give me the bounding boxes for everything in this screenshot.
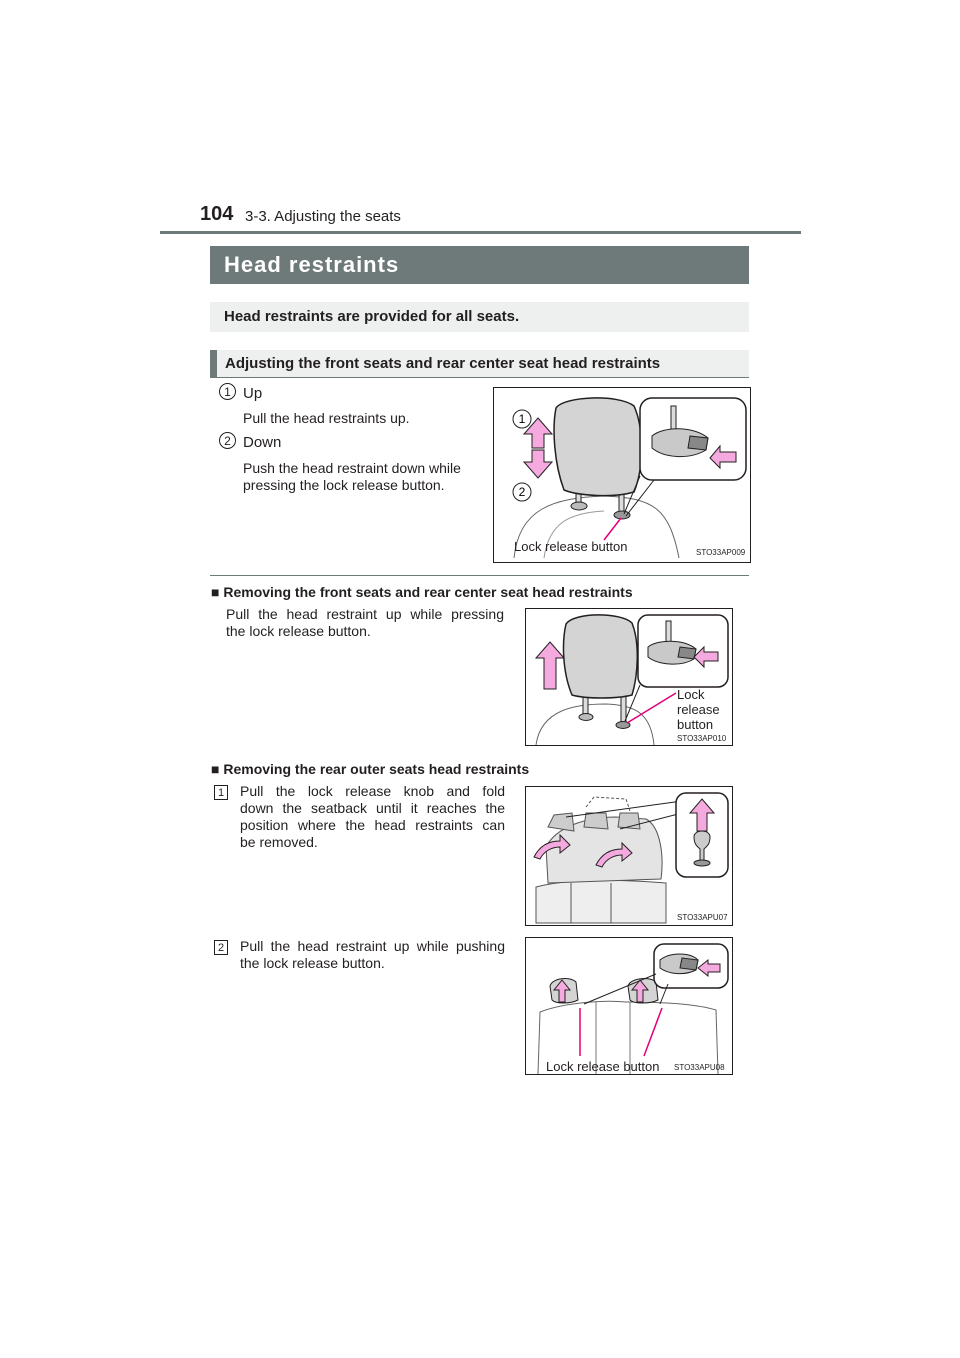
fold-seatback-illustration <box>526 787 732 925</box>
title-bar <box>210 246 749 284</box>
figure4-code: STO33APU08 <box>674 1063 725 1072</box>
rear-step1-line4: be removed. <box>240 834 318 850</box>
rear-step1-line1: Pull the lock release knob and fold <box>240 783 505 799</box>
figure3-code: STO33APU07 <box>677 913 728 922</box>
intro-text: Head restraints are provided for all seats. <box>224 308 520 325</box>
page-title: Head restraints <box>224 252 400 277</box>
step-title-up: Up <box>243 385 263 402</box>
subsection-bar <box>210 350 749 378</box>
header-rule <box>160 231 801 234</box>
rear-step1-line3: position where the head restraints can <box>240 817 505 833</box>
rear-step-number-1: 1 <box>214 785 228 800</box>
figure-remove-rear-head-restraint <box>525 937 733 1075</box>
step-number-1: 1 <box>219 383 236 400</box>
step-text-up: Pull the head restraints up. <box>243 410 410 426</box>
removing-rear-heading-text: Removing the rear outer seats head restraints <box>223 761 530 777</box>
figure4-callout: Lock release button <box>546 1059 660 1074</box>
figure2-callout-line3: button <box>677 717 714 732</box>
removing-front-text-line1: Pull the head restraint up while pressing <box>226 606 504 622</box>
remove-rear-illustration <box>526 938 732 1074</box>
figure1-callout: Lock release button <box>514 539 628 554</box>
rear-step2-line1: Pull the head restraint up while pushing <box>240 938 505 954</box>
figure-remove-front-head-restraint <box>525 608 733 746</box>
rear-step2-line2: the lock release button. <box>240 955 385 971</box>
figure2-callout-line1: Lock <box>677 687 705 702</box>
head-restraint-illustration <box>494 388 750 562</box>
intro-bar <box>210 302 749 332</box>
removing-front-text-line2: the lock release button. <box>226 623 371 639</box>
figure-adjust-head-restraint <box>493 387 751 563</box>
step-title-down: Down <box>243 434 282 451</box>
step-number-2: 2 <box>219 432 236 449</box>
removing-rear-heading: ■ Removing the rear outer seats head restraints <box>211 761 530 777</box>
rear-step1-line2: down the seatback until it reaches the <box>240 800 505 816</box>
figure2-code: STO33AP010 <box>677 734 727 743</box>
page-number: 104 <box>200 203 234 225</box>
removing-front-heading: ■ Removing the front seats and rear center seat head restraints <box>211 584 633 600</box>
figure1-code: STO33AP009 <box>696 548 746 557</box>
step-text-down-line2: pressing the lock release button. <box>243 477 445 493</box>
subsection-title: Adjusting the front seats and rear center seat head restraints <box>225 355 661 372</box>
step-text-down-line1: Push the head restraint down while <box>243 460 461 476</box>
section-divider <box>210 575 749 576</box>
removing-front-heading-text: Removing the front seats and rear center seat head restraints <box>223 584 633 600</box>
figure-fold-seatback <box>525 786 733 926</box>
rear-step-number-2: 2 <box>214 940 228 955</box>
figure1-marker-2: 2 <box>518 485 526 499</box>
section-reference: 3-3. Adjusting the seats <box>245 208 401 225</box>
figure2-callout-line2: release <box>677 702 720 717</box>
figure1-marker-1: 1 <box>518 412 526 426</box>
